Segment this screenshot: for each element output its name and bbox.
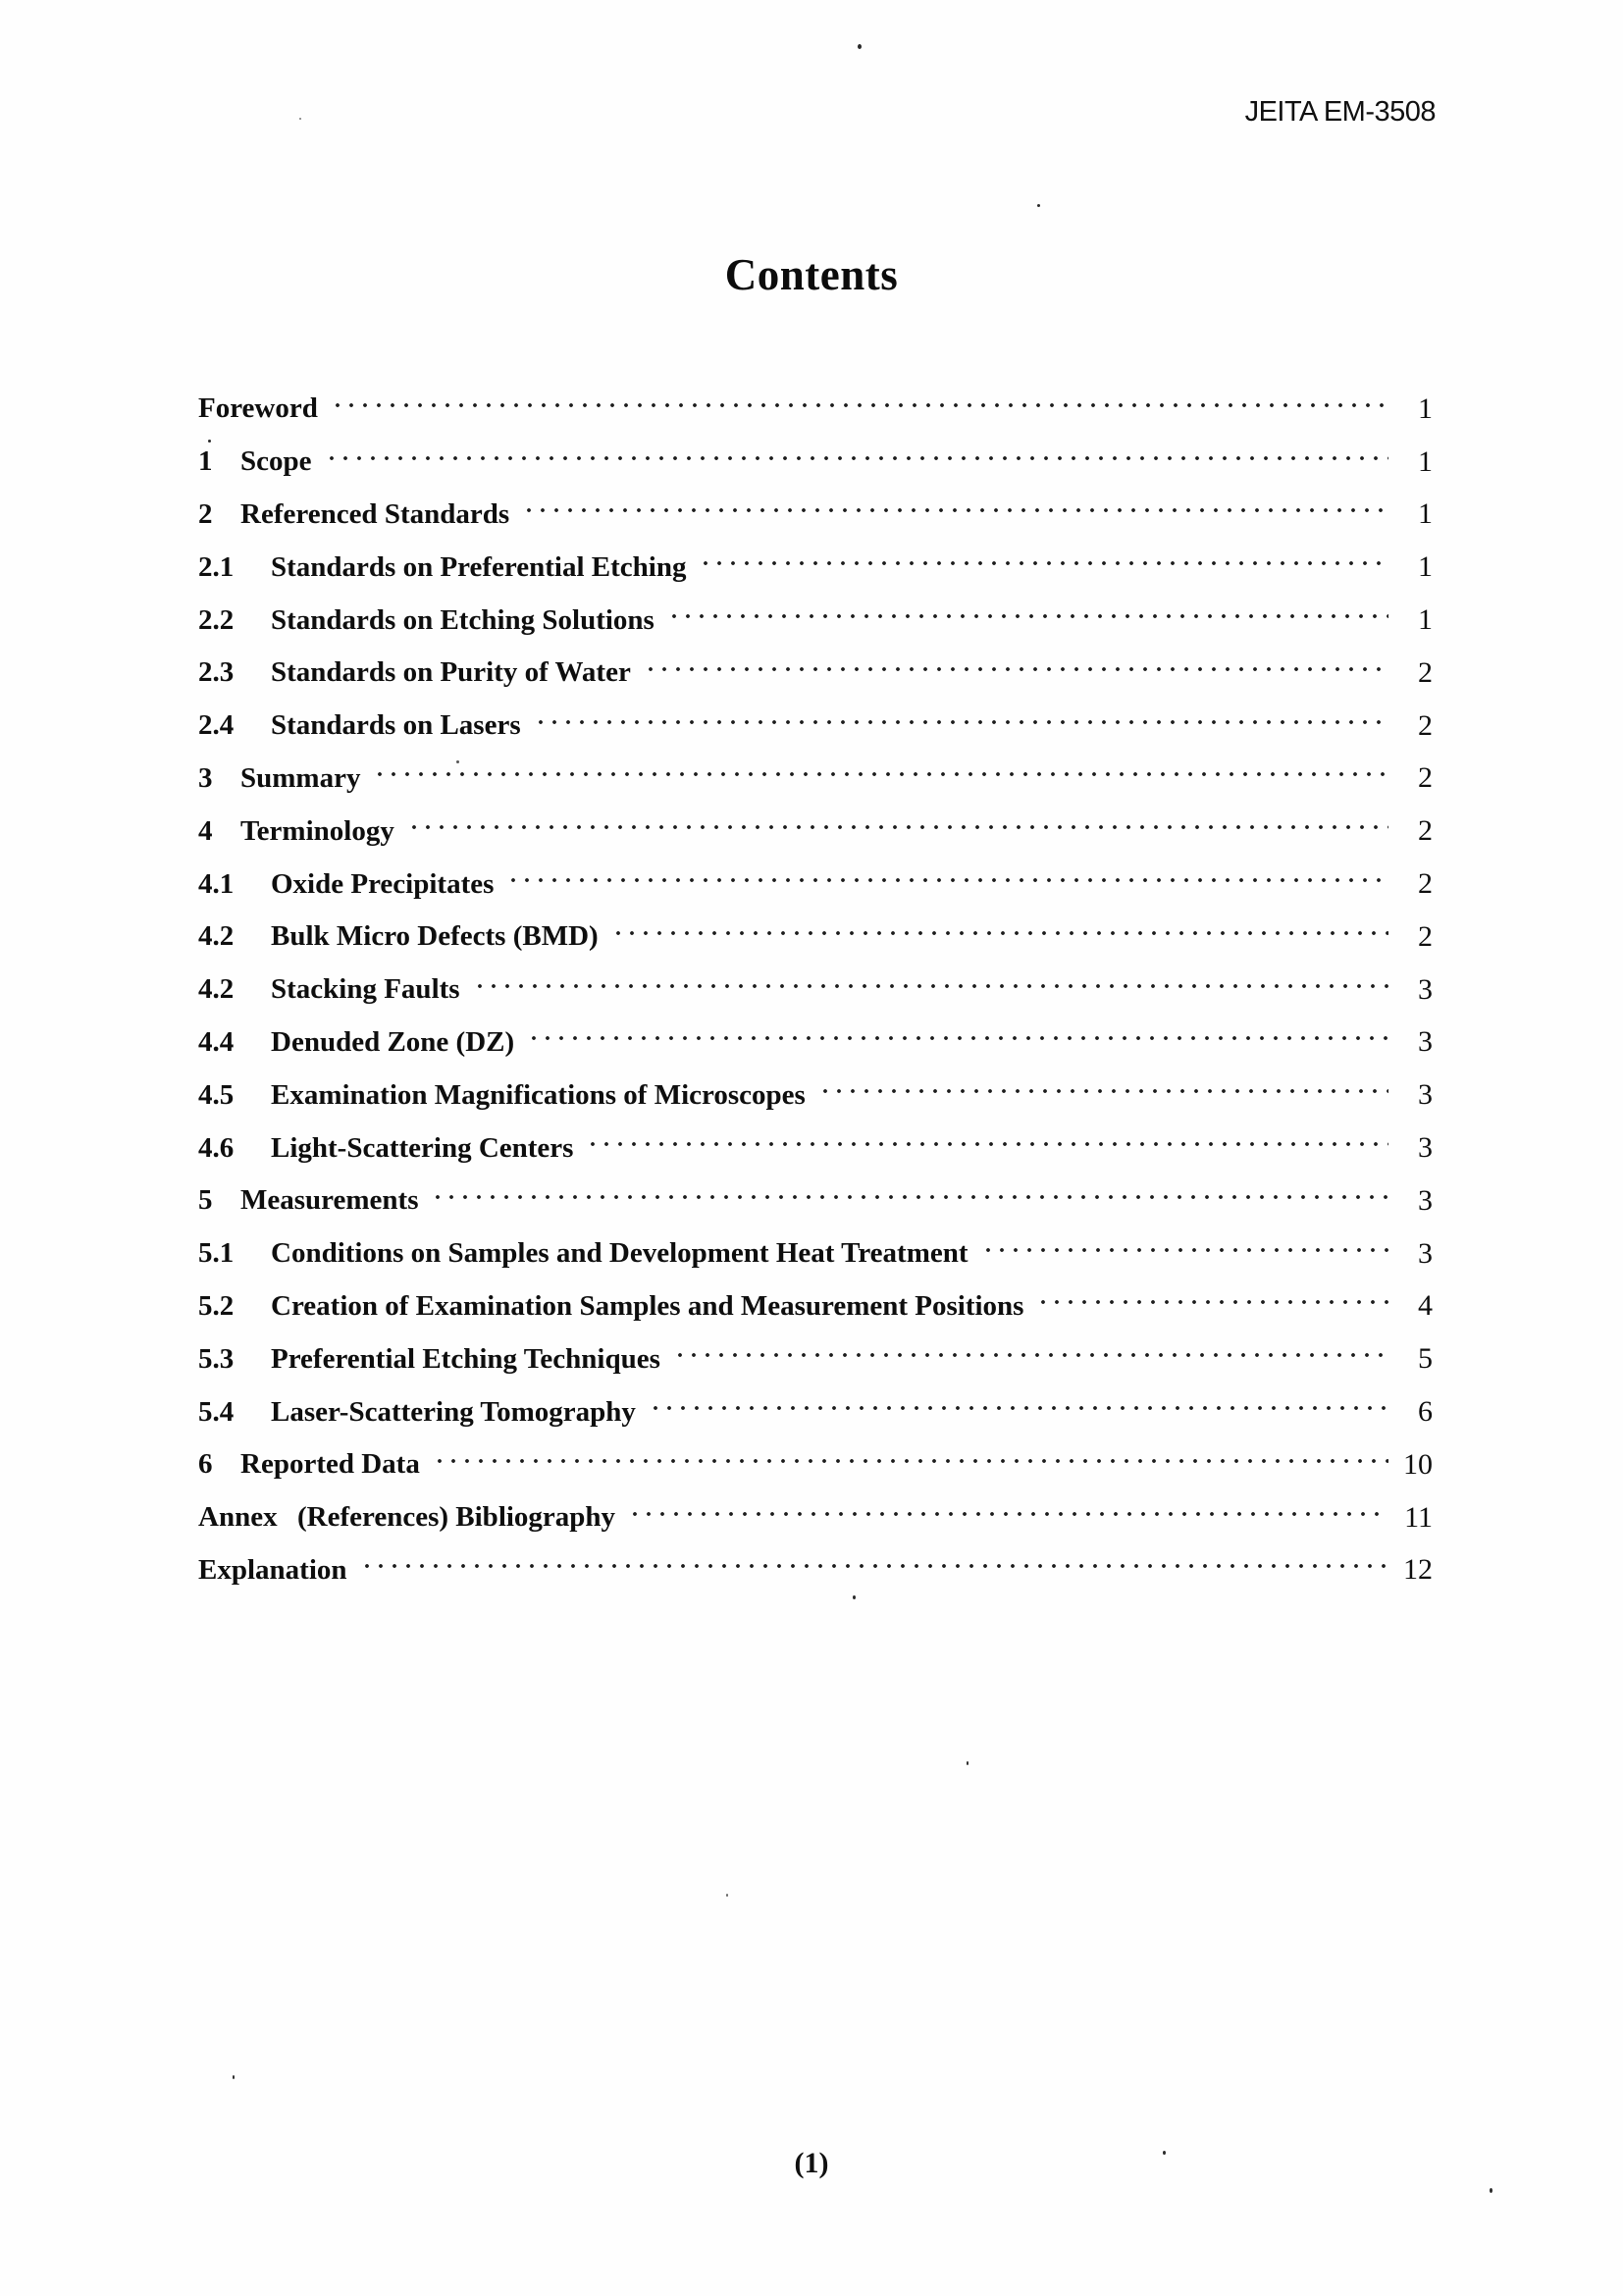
dot-leader (325, 436, 1389, 489)
toc-row (198, 753, 1433, 806)
toc-entry-number: 2.4 (198, 709, 235, 742)
dot-leader (373, 753, 1388, 806)
toc-entry-number: 5.2 (198, 1289, 235, 1322)
toc-entry-number: 5.4 (198, 1395, 235, 1428)
toc-row (198, 1491, 1433, 1544)
toc-entry-label: Creation of Examination Samples and Measurement Positions (271, 1289, 1024, 1322)
dot-leader (360, 1544, 1389, 1597)
toc-entry-label: Oxide Precipitates (271, 867, 495, 900)
toc-row (198, 541, 1433, 594)
toc-entry-label: Conditions on Samples and Development Heat Treatment (271, 1237, 969, 1270)
dot-leader (1036, 1280, 1388, 1333)
scan-speck (299, 118, 301, 120)
scan-speck (1163, 2151, 1166, 2155)
toc-entry-label: Laser-Scattering Tomography (271, 1395, 636, 1428)
page-number-footer: (1) (794, 2147, 829, 2179)
toc-row (198, 1280, 1433, 1333)
document-reference-number: JEITA EM-3508 (1244, 96, 1436, 128)
dot-leader (433, 1438, 1388, 1491)
toc-entry-number: 5.3 (198, 1342, 235, 1375)
scan-speck (726, 1894, 728, 1897)
toc-entry-number: 6 (198, 1448, 213, 1481)
toc-row (198, 964, 1433, 1017)
toc-row (198, 1227, 1433, 1280)
toc-entry-number: 5 (198, 1184, 213, 1217)
toc-entry-number: 2.2 (198, 603, 235, 636)
toc-entry-label: Standards on Purity of Water (271, 656, 631, 689)
toc-entry-page: 2 (1418, 708, 1433, 742)
toc-entry-page: 4 (1418, 1289, 1433, 1323)
page-title: Contents (724, 250, 899, 300)
toc-entry-label: (References) Bibliography (297, 1501, 616, 1534)
toc-row (198, 594, 1433, 647)
dot-leader (331, 383, 1388, 436)
toc-entry-page: 6 (1418, 1395, 1433, 1429)
toc-entry-number: 4.1 (198, 867, 235, 900)
toc-entry-number: 4.4 (198, 1025, 235, 1058)
toc-entry-page: 10 (1403, 1447, 1433, 1481)
toc-entry-page: 2 (1418, 867, 1433, 901)
toc-row (198, 1069, 1433, 1122)
table-of-contents (198, 383, 1433, 1596)
toc-entry-number: 2 (198, 497, 213, 530)
toc-entry-page: 2 (1418, 655, 1433, 689)
dot-leader (522, 489, 1388, 542)
toc-entry-label: Explanation (198, 1553, 347, 1586)
scan-speck (1037, 204, 1040, 207)
toc-entry-page: 2 (1418, 814, 1433, 848)
toc-entry-page: 1 (1418, 497, 1433, 531)
toc-row (198, 1544, 1433, 1597)
toc-entry-number: 3 (198, 761, 213, 794)
toc-entry-label: Bulk Micro Defects (BMD) (271, 920, 599, 953)
dot-leader (699, 541, 1388, 594)
scan-speck (967, 1761, 969, 1765)
toc-entry-page: 1 (1418, 550, 1433, 584)
toc-entry-label: Denuded Zone (DZ) (271, 1025, 515, 1058)
toc-entry-label: Reported Data (240, 1448, 420, 1481)
dot-leader (628, 1491, 1388, 1544)
toc-entry-label: Scope (240, 445, 312, 478)
dot-leader (586, 1122, 1388, 1174)
toc-entry-number: 2.1 (198, 550, 235, 583)
toc-entry-number: Annex (198, 1501, 278, 1534)
toc-row (198, 436, 1433, 489)
toc-entry-label: Preferential Etching Techniques (271, 1342, 660, 1375)
dot-leader (473, 964, 1388, 1017)
toc-entry-page: 1 (1418, 603, 1433, 637)
dot-leader (534, 700, 1388, 753)
scan-speck (233, 2075, 235, 2079)
toc-entry-page: 3 (1418, 1078, 1433, 1112)
toc-entry-number: 4.6 (198, 1131, 235, 1164)
toc-entry-label: Terminology (240, 814, 394, 847)
toc-entry-label: Stacking Faults (271, 973, 460, 1006)
toc-entry-page: 2 (1418, 919, 1433, 953)
dot-leader (431, 1174, 1388, 1227)
toc-row (198, 1332, 1433, 1385)
toc-row (198, 805, 1433, 858)
toc-row (198, 700, 1433, 753)
toc-entry-page: 3 (1418, 972, 1433, 1006)
toc-row (198, 1174, 1433, 1227)
toc-entry-number: 4 (198, 814, 213, 847)
toc-entry-page: 3 (1418, 1236, 1433, 1270)
toc-entry-page: 1 (1418, 444, 1433, 478)
dot-leader (673, 1332, 1388, 1385)
toc-row (198, 1385, 1433, 1438)
dot-leader (644, 647, 1388, 700)
dot-leader (506, 858, 1388, 911)
toc-entry-page: 12 (1403, 1553, 1433, 1587)
toc-entry-label: Examination Magnifications of Microscopes (271, 1078, 806, 1111)
toc-row (198, 1438, 1433, 1491)
toc-entry-label: Standards on Lasers (271, 709, 521, 742)
toc-row (198, 383, 1433, 436)
toc-entry-number: 4.5 (198, 1078, 235, 1111)
toc-row (198, 911, 1433, 964)
toc-entry-page: 2 (1418, 761, 1433, 795)
toc-entry-page: 11 (1404, 1500, 1433, 1534)
toc-entry-number: 5.1 (198, 1237, 235, 1270)
toc-row (198, 858, 1433, 911)
dot-leader (407, 805, 1388, 858)
toc-entry-number: 4.2 (198, 973, 235, 1006)
toc-row (198, 489, 1433, 542)
toc-entry-label: Summary (240, 761, 361, 794)
dot-leader (981, 1227, 1388, 1280)
dot-leader (818, 1069, 1388, 1122)
toc-entry-number: 1 (198, 445, 213, 478)
toc-entry-label: Foreword (198, 392, 318, 425)
toc-entry-label: Standards on Etching Solutions (271, 603, 654, 636)
toc-entry-page: 5 (1418, 1342, 1433, 1376)
toc-entry-label: Referenced Standards (240, 497, 510, 530)
scan-speck (208, 440, 211, 443)
toc-entry-label: Light-Scattering Centers (271, 1131, 574, 1164)
toc-entry-number: 4.2 (198, 920, 235, 953)
scan-speck (1490, 2188, 1492, 2193)
toc-row (198, 1122, 1433, 1174)
toc-entry-page: 3 (1418, 1131, 1433, 1165)
toc-entry-page: 3 (1418, 1183, 1433, 1217)
toc-entry-page: 1 (1418, 391, 1433, 425)
scan-speck (456, 760, 459, 763)
dot-leader (611, 911, 1388, 964)
scan-speck (853, 1595, 856, 1599)
dot-leader (667, 594, 1388, 647)
toc-entry-number: 2.3 (198, 656, 235, 689)
toc-entry-label: Measurements (240, 1184, 419, 1217)
dot-leader (649, 1385, 1388, 1438)
scan-speck (858, 44, 862, 49)
toc-row (198, 647, 1433, 700)
toc-entry-label: Standards on Preferential Etching (271, 550, 687, 583)
dot-leader (527, 1017, 1388, 1070)
toc-row (198, 1017, 1433, 1070)
toc-entry-page: 3 (1418, 1025, 1433, 1059)
